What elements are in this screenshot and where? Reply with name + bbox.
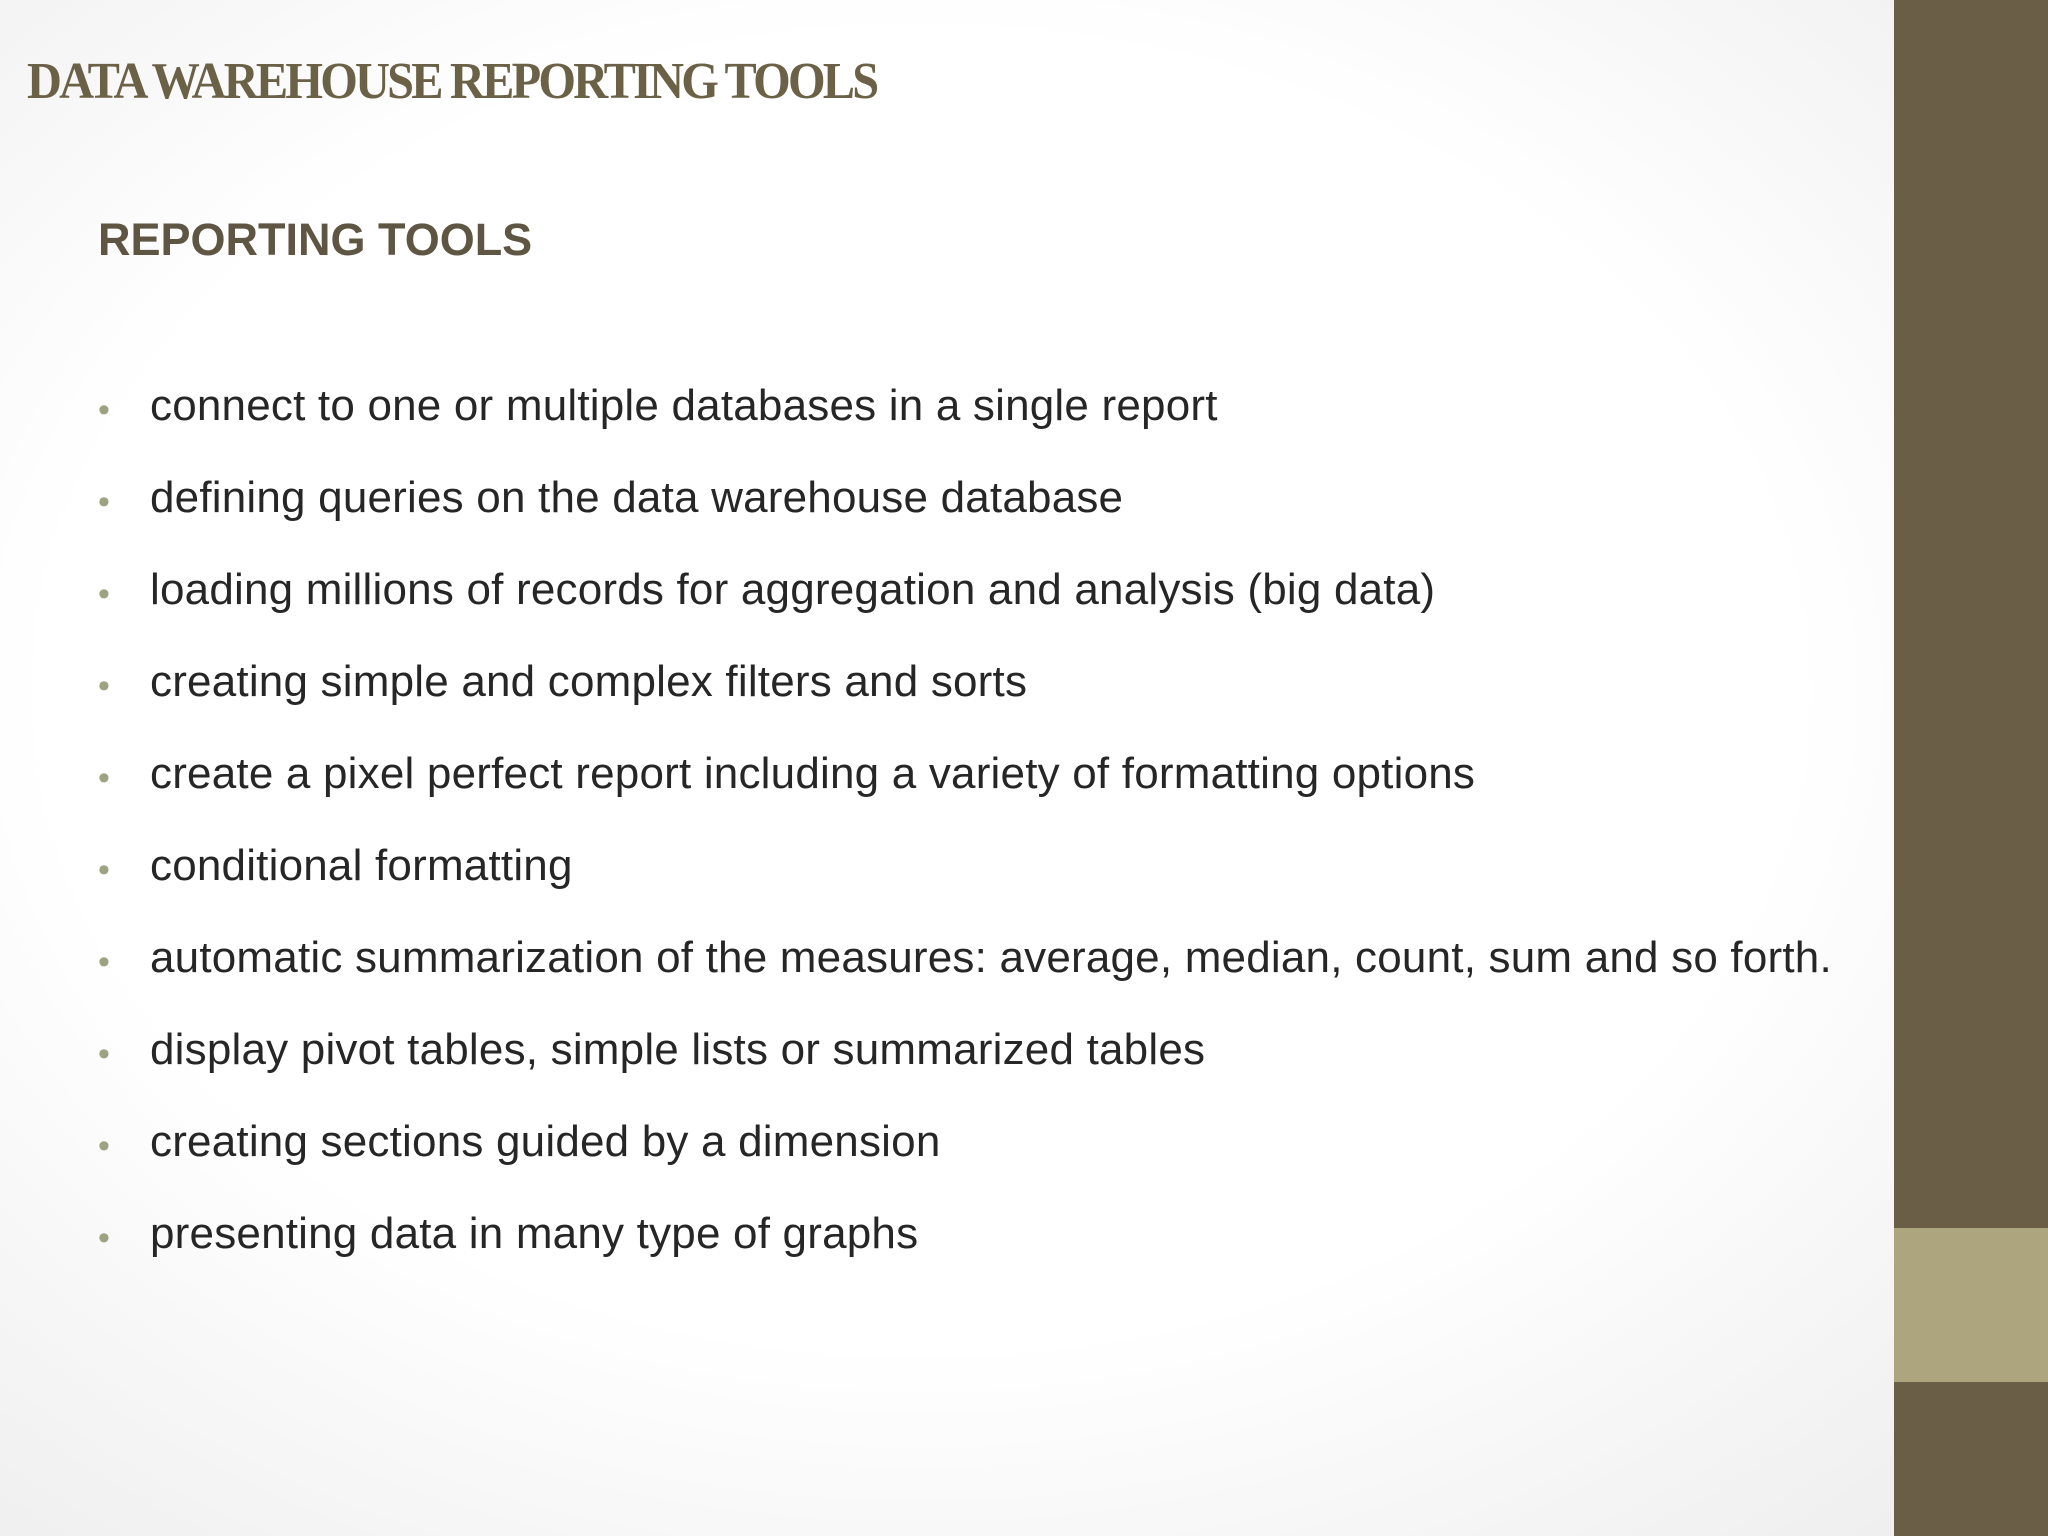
list-item (98, 559, 1868, 625)
bullet-text: create a pixel perfect report including a variety of formatting options (150, 749, 1476, 798)
list-item (98, 927, 1868, 993)
bullet-icon: • (98, 391, 110, 429)
bullet-icon: • (98, 851, 110, 889)
bullet-text: defining queries on the data warehouse database (150, 473, 1124, 522)
bullet-icon: • (98, 667, 110, 705)
bullet-icon: • (98, 483, 110, 521)
bullet-text: creating simple and complex filters and sorts (150, 657, 1028, 706)
slide-subtitle: REPORTING TOOLS (98, 214, 533, 265)
side-accent-block (1894, 1228, 2048, 1382)
bullet-text: automatic summarization of the measures: average, median, count, sum and so forth. (150, 933, 1832, 982)
bullet-text: connect to one or multiple databases in a single report (150, 381, 1218, 430)
list-item (98, 651, 1868, 717)
bullet-text: presenting data in many type of graphs (150, 1209, 919, 1258)
bullet-text: creating sections guided by a dimension (150, 1117, 941, 1166)
list-item (98, 743, 1868, 809)
list-item (98, 835, 1868, 901)
bullet-icon: • (98, 759, 110, 797)
bullet-text: display pivot tables, simple lists or summarized tables (150, 1025, 1206, 1074)
bullet-icon: • (98, 943, 110, 981)
bullet-text: conditional formatting (150, 841, 573, 890)
bullet-icon: • (98, 1035, 110, 1073)
bullet-text: loading millions of records for aggregation and analysis (big data) (150, 565, 1436, 614)
list-item (98, 375, 1868, 441)
slide-title: DATA WAREHOUSE REPORTING TOOLS (27, 53, 877, 110)
bullet-icon: • (98, 1127, 110, 1165)
bullet-list (98, 375, 1868, 1295)
list-item (98, 1203, 1868, 1269)
list-item (98, 1019, 1868, 1085)
bullet-icon: • (98, 575, 110, 613)
list-item (98, 467, 1868, 533)
bullet-icon: • (98, 1219, 110, 1257)
list-item (98, 1111, 1868, 1177)
